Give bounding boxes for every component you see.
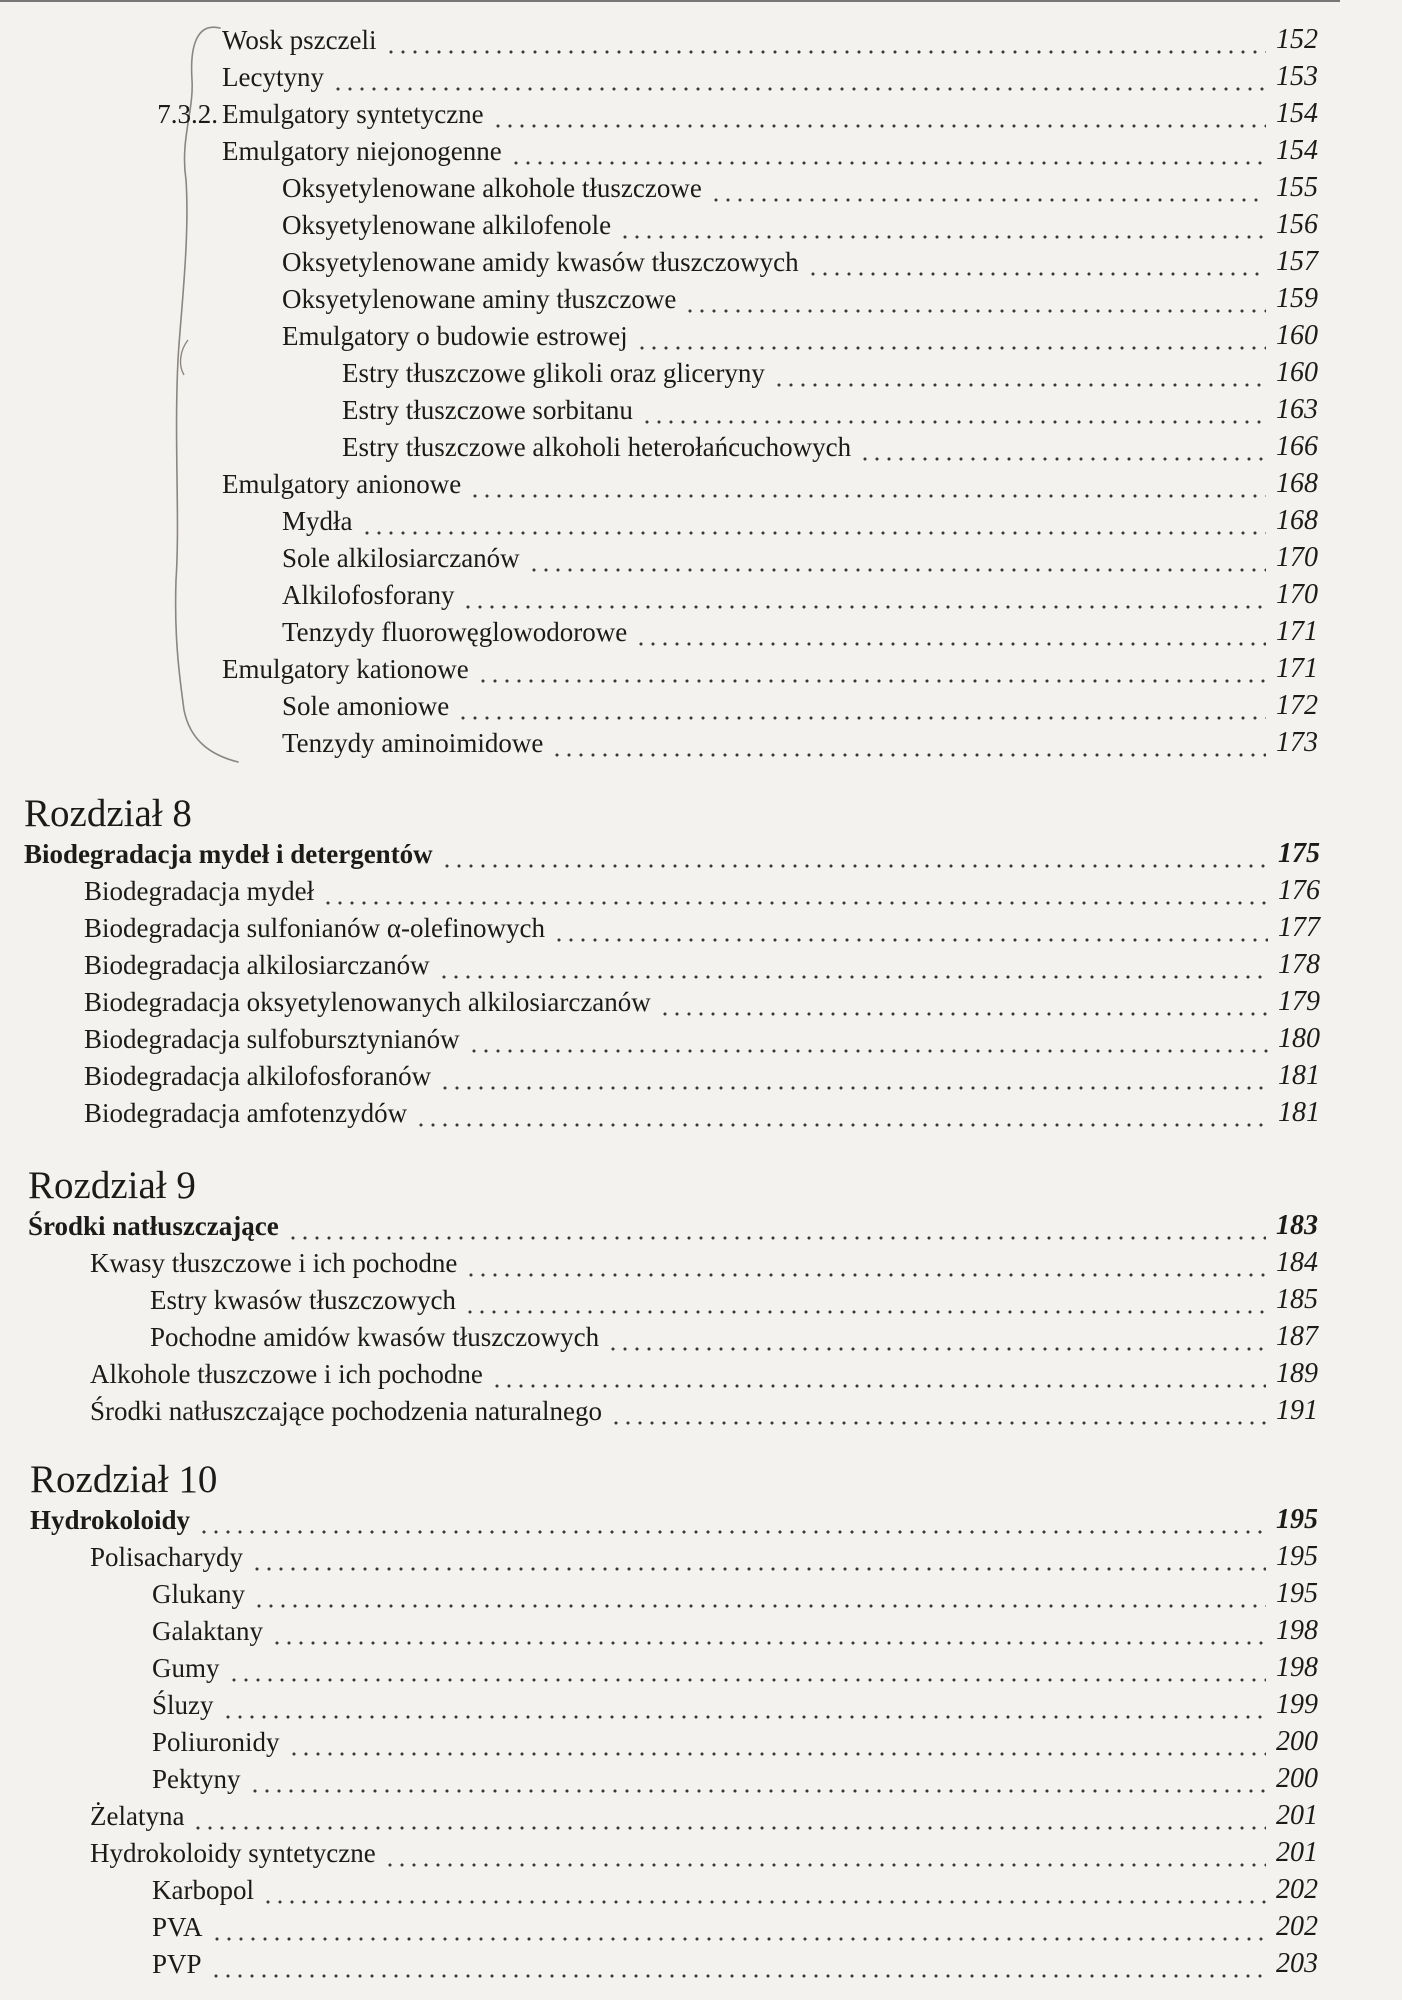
toc-page-number: 157 [1276,246,1318,277]
toc-page-number: 201 [1276,1800,1318,1831]
dot-leader [684,281,1266,317]
dot-leader [635,614,1266,650]
toc-page-number: 201 [1276,1837,1318,1868]
toc-entry-title: Lecytyny [222,62,324,92]
toc-entry [152,1687,1318,1723]
chapter-heading: Rozdział 8 [24,792,192,835]
toc-entry [282,725,1318,761]
toc-section-number: 7.3.2. [157,99,218,129]
toc-page-number: 175 [1278,838,1320,869]
toc-entry-title: Pochodne amidów kwasów tłuszczowych [150,1322,600,1352]
toc-entry [152,1761,1318,1797]
toc-entry-title: Biodegradacja sulfonianów α-olefinowych [84,913,546,943]
toc-entry-title: Tenzydy fluorowęglowodorowe [282,617,628,647]
toc-entry [84,984,1320,1020]
toc-entry-title: Wosk pszczeli [222,25,377,55]
toc-entry-title: Emulgatory syntetyczne [222,99,484,129]
toc-entry [30,1502,1318,1538]
toc-entry-title: PVA [152,1912,203,1942]
toc-entry-title: Żelatyna [90,1801,185,1831]
toc-entry-title: Estry tłuszczowe alkoholi heterołańcuchowych [342,432,852,462]
dot-leader [510,133,1266,169]
dot-leader [361,503,1267,539]
toc-page-number: 181 [1278,1060,1320,1091]
dot-leader [192,1798,1266,1834]
toc-entry [84,910,1320,946]
toc-page-number: 154 [1276,98,1318,129]
dot-leader [288,1724,1266,1760]
toc-page-number: 163 [1276,394,1318,425]
toc-entry [152,1650,1318,1686]
toc-entry-title: Oksyetylenowane aminy tłuszczowe [282,284,677,314]
dot-leader [249,1761,1266,1797]
toc-page-number: 152 [1276,24,1318,55]
toc-entry [152,1576,1318,1612]
toc-entry-title: Estry kwasów tłuszczowych [150,1285,456,1315]
dot-leader [253,1576,1266,1612]
toc-entry [84,1021,1320,1057]
dot-leader [457,688,1266,724]
toc-entry-title: PVP [152,1949,202,1979]
toc-page-number: 195 [1276,1541,1318,1572]
toc-page-number: 178 [1278,949,1320,980]
toc-entry [150,1282,1318,1318]
toc-entry-title: Polisacharydy [90,1542,243,1572]
toc-entry [84,947,1320,983]
toc-page-number: 184 [1276,1247,1318,1278]
dot-leader [384,1835,1266,1871]
dot-leader [415,1095,1268,1131]
toc-page-number: 156 [1276,209,1318,240]
toc-page-number: 170 [1276,579,1318,610]
toc-page-number: 181 [1278,1097,1320,1128]
toc-entry [342,429,1318,465]
dot-leader [636,318,1266,354]
toc-entry-title: Emulgatory niejonogenne [222,136,502,166]
dot-leader [198,1502,1266,1538]
toc-page-number: 200 [1276,1763,1318,1794]
toc-entry-title: Biodegradacja alkilosiarczanów [84,950,430,980]
toc-entry-title: Biodegradacja amfotenzydów [84,1098,408,1128]
toc-page-number: 168 [1276,505,1318,536]
toc-entry-title: Tenzydy aminoimidowe [282,728,544,758]
toc-entry-title: Kwasy tłuszczowe i ich pochodne [90,1248,458,1278]
toc-entry-title: Biodegradacja alkilofosforanów [84,1061,432,1091]
dot-leader [464,1282,1266,1318]
dot-leader [262,1872,1266,1908]
toc-entry-title: Karbopol [152,1875,254,1905]
toc-entry-title: Biodegradacja sulfobursztynianów [84,1024,460,1054]
dot-leader [477,651,1266,687]
toc-entry [282,244,1318,280]
toc-entry-title: Środki natłuszczające pochodzenia naturalnego [90,1396,603,1426]
toc-page-number: 195 [1276,1504,1318,1535]
toc-entry [150,1319,1318,1355]
toc-page-number: 203 [1276,1948,1318,1979]
dot-leader [462,577,1266,613]
toc-entry-title: Biodegradacja oksyetylenowanych alkilosiarczanów [84,987,651,1017]
toc-entry [90,1798,1318,1834]
dot-leader [659,984,1268,1020]
toc-entry-title: Biodegradacja mydeł i detergentów [24,839,433,869]
toc-page-number: 153 [1276,61,1318,92]
toc-entry [282,281,1318,317]
toc-entry [90,1245,1318,1281]
toc-entry-title: Estry tłuszczowe glikoli oraz gliceryny [342,358,765,388]
toc-entry [157,96,1318,132]
toc-entry [282,577,1318,613]
toc-page-number: 172 [1276,690,1318,721]
toc-entry [342,355,1318,391]
toc-page-number: 173 [1276,727,1318,758]
toc-entry-title: Pektyny [152,1764,241,1794]
toc-entry-title: Sole amoniowe [282,691,450,721]
dot-leader [271,1613,1266,1649]
toc-page-number: 200 [1276,1726,1318,1757]
toc-entry [90,1835,1318,1871]
dot-leader [438,947,1268,983]
dot-leader [773,355,1266,391]
toc-page-number: 171 [1276,616,1318,647]
toc-entry-title: Sole alkilosiarczanów [282,543,520,573]
toc-page-number: 168 [1276,468,1318,499]
toc-entry [84,1058,1320,1094]
toc-entry [282,614,1318,650]
toc-page-number: 185 [1276,1284,1318,1315]
toc-entry [152,1724,1318,1760]
chapter-heading: Rozdział 9 [28,1164,196,1207]
toc-entry [282,207,1318,243]
toc-entry [282,688,1318,724]
toc-entry-title: Oksyetylenowane alkohole tłuszczowe [282,173,702,203]
toc-entry [90,1393,1318,1429]
toc-entry [152,1909,1318,1945]
dot-leader [859,429,1266,465]
dot-leader [641,392,1266,428]
dot-leader [491,1356,1266,1392]
toc-entry [24,836,1320,872]
dot-leader [322,873,1268,909]
toc-page-number: 170 [1276,542,1318,573]
toc-page-number: 198 [1276,1615,1318,1646]
toc-entry [90,1356,1318,1392]
toc-entry [222,59,1318,95]
toc-page-number: 191 [1276,1395,1318,1426]
dot-leader [251,1539,1266,1575]
toc-entry [152,1946,1318,1982]
toc-entry-title: Oksyetylenowane amidy kwasów tłuszczowych [282,247,799,277]
toc-page-number: 202 [1276,1874,1318,1905]
dot-leader [492,96,1266,132]
toc-page-number: 198 [1276,1652,1318,1683]
toc-entry [222,133,1318,169]
toc-entry-title: Środki natłuszczające [28,1211,279,1241]
dot-leader [468,1021,1268,1057]
toc-page-number: 183 [1276,1210,1318,1241]
dot-leader [710,170,1266,206]
toc-page-number: 189 [1276,1358,1318,1389]
dot-leader [607,1319,1266,1355]
top-rule [0,0,1340,2]
toc-entry [282,540,1318,576]
toc-entry-title: Emulgatory o budowie estrowej [282,321,628,351]
dot-leader [211,1909,1266,1945]
toc-entry-title: Alkohole tłuszczowe i ich pochodne [90,1359,483,1389]
dot-leader [332,59,1266,95]
dot-leader [210,1946,1266,1982]
toc-entry [152,1872,1318,1908]
dot-leader [385,22,1266,58]
toc-page-number: 202 [1276,1911,1318,1942]
toc-page-number: 195 [1276,1578,1318,1609]
toc-entry-title: Hydrokoloidy [30,1505,191,1535]
toc-entry-title: Emulgatory anionowe [222,469,462,499]
dot-leader [287,1208,1266,1244]
toc-entry-title: Estry tłuszczowe sorbitanu [342,395,633,425]
chapter-heading: Rozdział 10 [30,1458,218,1501]
dot-leader [807,244,1266,280]
toc-entry [222,22,1318,58]
toc-entry-title: Poliuronidy [152,1727,280,1757]
toc-entry-title: Glukany [152,1579,245,1609]
dot-leader [610,1393,1266,1429]
toc-page-number: 180 [1278,1023,1320,1054]
dot-leader [222,1687,1266,1723]
toc-entry [152,1613,1318,1649]
toc-page-number: 176 [1278,875,1320,906]
toc-entry [282,318,1318,354]
toc-page-number: 187 [1276,1321,1318,1352]
dot-leader [528,540,1266,576]
toc-page-number: 179 [1278,986,1320,1017]
toc-entry [222,466,1318,502]
toc-entry-title: Hydrokoloidy syntetyczne [90,1838,376,1868]
toc-page-number: 177 [1278,912,1320,943]
toc-page-number: 199 [1276,1689,1318,1720]
toc-page-number: 154 [1276,135,1318,166]
dot-leader [619,207,1266,243]
toc-entry [84,873,1320,909]
toc-entry [282,170,1318,206]
toc-entry [342,392,1318,428]
toc-entry [222,651,1318,687]
toc-entry-title: Śluzy [152,1690,214,1720]
dot-leader [465,1245,1266,1281]
toc-page-number: 155 [1276,172,1318,203]
toc-entry-title: Biodegradacja mydeł [84,876,315,906]
dot-leader [441,836,1268,872]
toc-entry [90,1539,1318,1575]
toc-page-number: 160 [1276,357,1318,388]
toc-entry-title: Gumy [152,1653,220,1683]
dot-leader [228,1650,1267,1686]
dot-leader [551,725,1266,761]
toc-page-number: 160 [1276,320,1318,351]
toc-entry [282,503,1318,539]
toc-page-number: 166 [1276,431,1318,462]
dot-leader [469,466,1266,502]
toc-entry-title: Oksyetylenowane alkilofenole [282,210,612,240]
toc-entry-title: Mydła [282,506,353,536]
toc-entry [28,1208,1318,1244]
dot-leader [439,1058,1268,1094]
toc-entry [84,1095,1320,1131]
toc-entry-title: Emulgatory kationowe [222,654,469,684]
toc-page-number: 159 [1276,283,1318,314]
toc-entry-title: Galaktany [152,1616,263,1646]
dot-leader [553,910,1268,946]
toc-page-number: 171 [1276,653,1318,684]
toc-entry-title: Alkilofosforany [282,580,455,610]
